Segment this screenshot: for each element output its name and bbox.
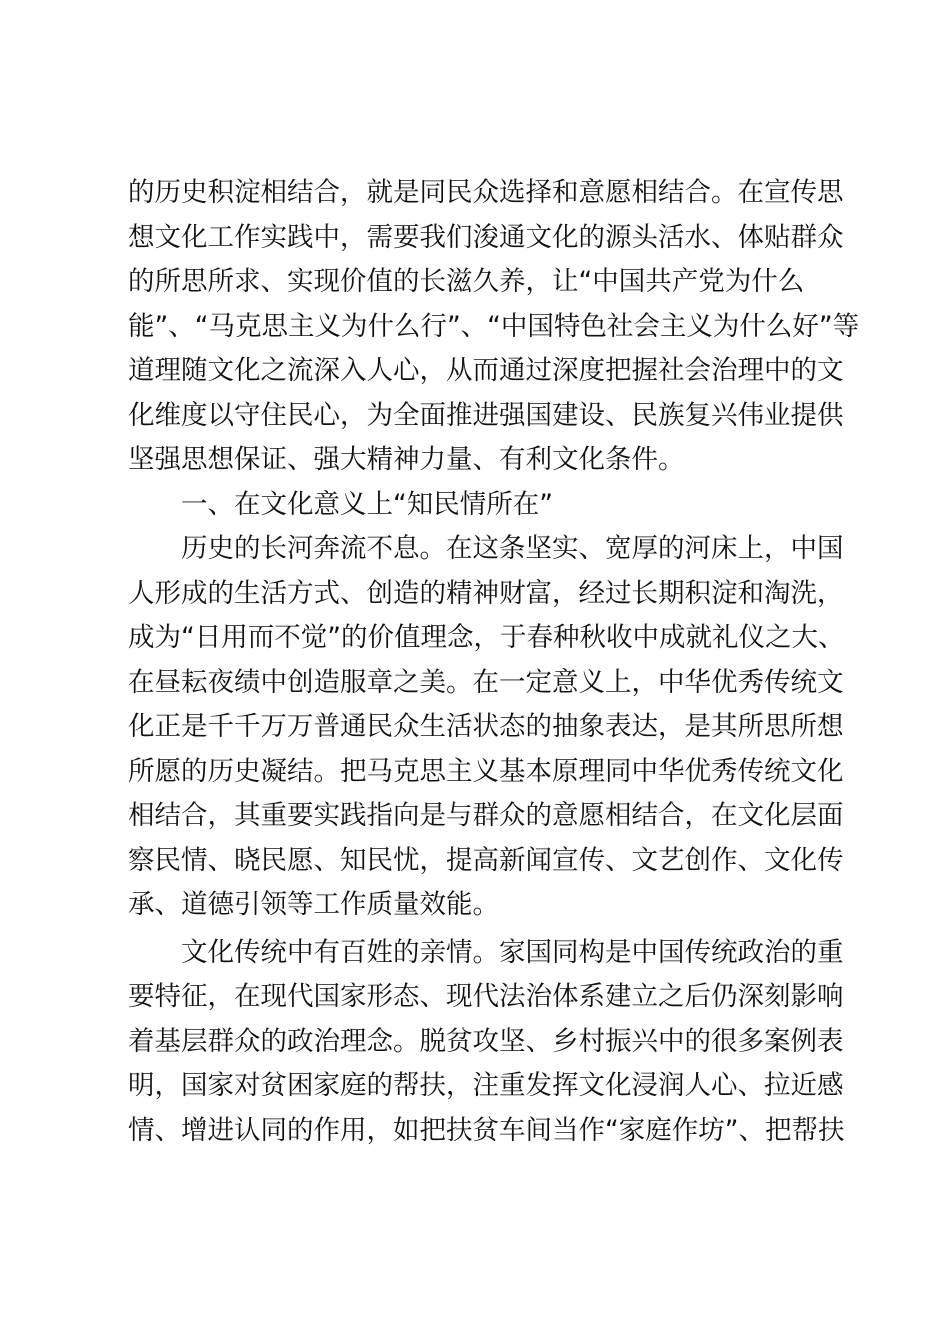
paragraph-line: 成为“日用而不觉”的价值理念，于春种秋收中成就礼仪之大、 <box>128 622 845 653</box>
paragraph-line: 相结合，其重要实践指向是与群众的意愿相结合，在文化层面 <box>128 800 844 831</box>
paragraph-1 <box>128 171 860 483</box>
paragraph-line: 在昼耘夜绩中创造服章之美。在一定意义上，中华优秀传统文 <box>128 666 844 698</box>
paragraph-line: 化维度以守住民心，为全面推进强国建设、民族复兴伟业提供 <box>128 399 844 431</box>
paragraph-line: 人形成的生活方式、创造的精神财富，经过长期积淀和淘洗， <box>128 577 844 609</box>
paragraph-line: 承、道德引领等工作质量效能。 <box>128 889 499 920</box>
document-body <box>128 171 860 1153</box>
paragraph-line: 所愿的历史凝结。把马克思主义基本原理同中华优秀传统文化 <box>128 755 844 787</box>
paragraph-line: 着基层群众的政治理念。脱贫攻坚、乡村振兴中的很多案例表 <box>128 1025 844 1057</box>
paragraph-line: 历史的长河奔流不息。在这条坚实、宽厚的河床上，中国 <box>181 533 844 564</box>
paragraph-line: 想文化工作实践中，需要我们浚通文化的源头活水、体贴群众 <box>128 221 844 253</box>
paragraph-line: 坚强思想保证、强大精神力量、有利文化条件。 <box>128 444 685 475</box>
paragraph-line: 道理随文化之流深入人心，从而通过深度把握社会治理中的文 <box>128 355 844 386</box>
paragraph-line: 能”、“马克思主义为什么行”、“中国特色社会主义为什么好”等 <box>128 310 860 342</box>
paragraph-line: 要特征，在现代国家形态、现代法治体系建立之后仍深刻影响 <box>128 981 844 1012</box>
paragraph-line: 明，国家对贫困家庭的帮扶，注重发挥文化浸润人心、拉近感 <box>128 1070 844 1101</box>
paragraph-line: 情、增进认同的作用，如把扶贫车间当作“家庭作坊”、把帮扶 <box>128 1114 845 1146</box>
section-heading <box>128 483 828 528</box>
paragraph-3 <box>128 931 845 1154</box>
paragraph-line: 文化传统中有百姓的亲情。家国同构是中国传统政治的重 <box>181 936 844 968</box>
paragraph-2 <box>128 527 845 928</box>
section-heading-text: 一、在文化意义上“知民情所在” <box>181 488 553 520</box>
paragraph-line: 化正是千千万万普通民众生活状态的抽象表达，是其所思所想 <box>128 711 844 742</box>
paragraph-line: 察民情、晓民愿、知民忧，提高新闻宣传、文艺创作、文化传 <box>128 844 844 876</box>
paragraph-line: 的所思所求、实现价值的长滋久养，让“中国共产党为什么 <box>128 266 805 297</box>
paragraph-line: 的历史积淀相结合，就是同民众选择和意愿相结合。在宣传思 <box>128 177 844 208</box>
